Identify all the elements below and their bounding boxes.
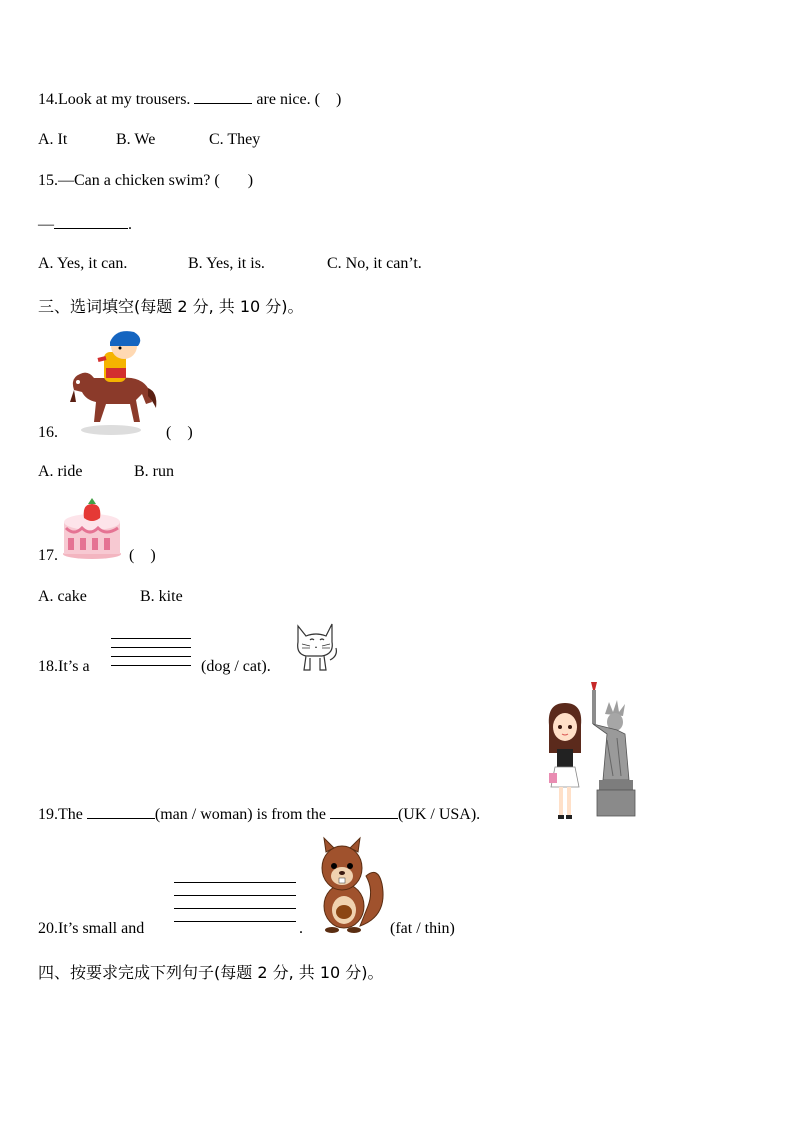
question-number: 18. (38, 658, 58, 675)
question-14 (38, 88, 341, 110)
option-b[interactable]: B. We (116, 131, 156, 148)
question-text: Look at my trousers. (58, 91, 191, 108)
question-number: 15. (38, 172, 58, 189)
option-c[interactable]: C. They (209, 131, 261, 148)
question-text: are nice. (256, 91, 311, 108)
question-text: It’s a (58, 658, 90, 675)
option-a[interactable]: A. It (38, 131, 68, 148)
question-18 (38, 657, 271, 677)
question-16 (38, 423, 193, 443)
answer-blank-1[interactable] (87, 803, 155, 819)
section-heading-3: 三、选词填空(每题 2 分, 共 10 分)。 (38, 297, 304, 316)
handwriting-lines[interactable] (111, 638, 191, 668)
hint-text: (fat / thin) (390, 920, 455, 937)
hint-text: (dog / cat). (201, 658, 271, 675)
question-number: 20. (38, 920, 58, 937)
answer-blank[interactable] (194, 88, 252, 104)
answer-paren[interactable]: ( ) (166, 424, 193, 441)
boy-riding-horse-icon (66, 330, 162, 440)
strawberry-cake-icon (60, 498, 124, 560)
question-19 (38, 803, 480, 825)
option-a[interactable]: A. Yes, it can. (38, 255, 128, 272)
answer-blank-2[interactable] (330, 803, 398, 819)
question-15 (38, 171, 253, 191)
dash: — (38, 216, 54, 233)
answer-paren[interactable]: ( ) (129, 547, 156, 564)
option-b[interactable]: B. Yes, it is. (188, 255, 265, 272)
question-20 (38, 919, 455, 939)
answer-paren[interactable]: ( ) (314, 91, 342, 108)
option-b[interactable]: B. run (134, 463, 174, 480)
hint-text: (man / woman) is from the (154, 806, 326, 823)
question-number: 14. (38, 91, 58, 108)
girl-icon (545, 703, 585, 821)
question-text: It’s small and (58, 920, 145, 937)
cat-icon (292, 620, 340, 672)
answer-paren[interactable]: ( ) (214, 172, 254, 189)
question-number: 17. (38, 547, 58, 564)
question-number: 16. (38, 424, 58, 441)
option-a[interactable]: A. cake (38, 588, 87, 605)
hint-text: (UK / USA). (397, 806, 481, 823)
section-heading-4: 四、按要求完成下列句子(每题 2 分, 共 10 分)。 (38, 963, 384, 982)
option-c[interactable]: C. No, it can’t. (327, 255, 422, 272)
option-b[interactable]: B. kite (140, 588, 183, 605)
period: . (299, 920, 303, 937)
question-15-answer-line (38, 213, 132, 235)
question-text: —Can a chicken swim? (58, 172, 211, 189)
question-16-options (38, 462, 174, 482)
option-a[interactable]: A. ride (38, 463, 83, 480)
statue-of-liberty-icon (583, 680, 641, 818)
question-14-options (38, 130, 260, 150)
question-number: 19. (38, 806, 58, 823)
squirrel-icon (312, 836, 386, 934)
question-text: The (58, 806, 83, 823)
handwriting-lines[interactable] (174, 882, 296, 922)
question-17 (38, 546, 156, 566)
period: . (128, 216, 132, 233)
question-15-options (38, 254, 422, 274)
answer-blank[interactable] (54, 213, 128, 229)
question-17-options (38, 587, 183, 607)
